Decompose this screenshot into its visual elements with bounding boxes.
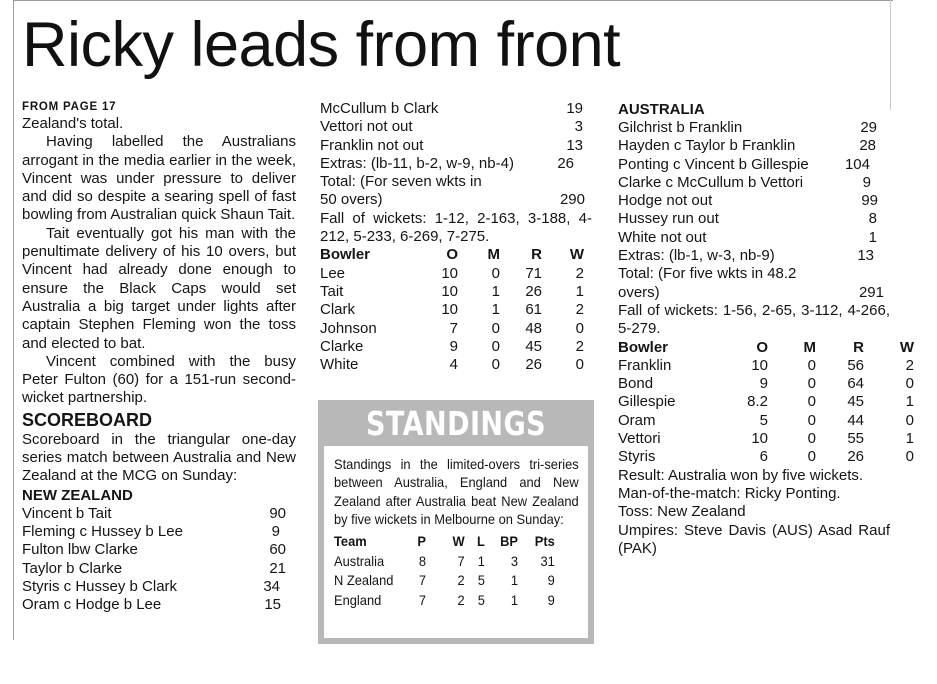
standings-value: 5 xyxy=(477,572,485,589)
batter-runs: 3 xyxy=(574,118,583,136)
bowling-figure: 7 xyxy=(449,319,458,337)
headline: Ricky leads from front xyxy=(22,10,621,80)
batter-name: Vincent b Tait xyxy=(22,504,112,522)
nz-total-label-2: 50 overs) xyxy=(320,191,383,209)
batter-name: Taylor b Clarke xyxy=(22,559,123,577)
bowler-name: Oram xyxy=(618,411,656,429)
standings-value: 1 xyxy=(510,591,518,608)
scoreboard-heading: SCOREBOARD xyxy=(22,409,153,430)
standings-value: W xyxy=(452,533,465,550)
batting-row xyxy=(320,100,592,118)
article-paragraph: Having labelled the Australians arrogant in the media earlier in the week, Vincent was under pressure to deliver and did so despite a searing spell of fast bowling from Australian quick Shaun Tait. xyxy=(22,133,296,224)
standings-table xyxy=(334,532,579,610)
batter-name: Vettori not out xyxy=(320,118,413,136)
standings-value: Pts xyxy=(534,533,555,550)
standings-value: 7 xyxy=(418,591,426,608)
standings-row xyxy=(334,591,579,611)
bowling-figure: 2 xyxy=(575,264,584,282)
bowling-figure: 0 xyxy=(807,375,816,393)
nz-batting-list-continued xyxy=(320,100,592,155)
right-column-rule xyxy=(890,0,891,110)
bowling-figure: 2 xyxy=(575,337,584,355)
batter-name: Franklin not out xyxy=(320,136,424,154)
bowling-figure: R xyxy=(531,246,542,264)
bowling-figure: W xyxy=(569,246,584,264)
aus-extras-row xyxy=(618,247,890,265)
batter-runs: 60 xyxy=(269,541,286,559)
bowling-figure: O xyxy=(446,246,458,264)
bowling-figure: 45 xyxy=(525,337,542,355)
bowling-figure: 55 xyxy=(847,430,864,448)
batting-row xyxy=(618,156,890,174)
bowling-figure: 0 xyxy=(491,356,500,374)
bowling-figure: 0 xyxy=(575,319,584,337)
bowling-figure: 64 xyxy=(847,375,864,393)
standings-value: 3 xyxy=(510,552,518,569)
bowling-figure: 1 xyxy=(491,301,500,319)
bowling-figure: 26 xyxy=(847,448,864,466)
bowling-figure: W xyxy=(899,338,914,356)
standings-value: 2 xyxy=(457,591,465,608)
aus-total-label-2: overs) xyxy=(618,283,660,301)
bowling-figure: 0 xyxy=(905,375,914,393)
batting-row xyxy=(618,229,890,247)
batter-runs: 9 xyxy=(862,173,871,191)
bowler-name: Styris xyxy=(618,448,656,466)
bowling-row xyxy=(618,356,914,375)
bowling-figure: 10 xyxy=(751,430,768,448)
batting-row xyxy=(320,137,592,155)
standings-value: P xyxy=(417,533,426,550)
bowling-figure: 2 xyxy=(905,356,914,374)
batting-row xyxy=(22,505,296,523)
bowling-figure: 0 xyxy=(807,356,816,374)
aus-extras-value: 13 xyxy=(857,247,874,265)
aus-bowling-table xyxy=(320,246,592,374)
batter-name: Fulton lbw Clarke xyxy=(22,541,138,559)
bowling-figure: 56 xyxy=(847,356,864,374)
batter-runs: 1 xyxy=(868,228,877,246)
bowling-figure: 5 xyxy=(759,411,768,429)
standings-value: 2 xyxy=(457,572,465,589)
bowler-name: Clarke xyxy=(320,337,364,355)
article-paragraph: Tait eventually got his man with the penultimate delivery of his 10 overs, but Vincent had already done enough to ensure the Black Caps would set Australia a big target under lights after captain Stephen Fleming won the toss and elected to bat. xyxy=(22,224,296,352)
standings-value: 1 xyxy=(510,572,518,589)
bowling-figure: 2 xyxy=(575,301,584,319)
standings-value: 31 xyxy=(540,552,555,569)
standings-value: L xyxy=(477,533,485,550)
aus-team-heading: AUSTRALIA xyxy=(618,101,705,118)
standings-value: 5 xyxy=(477,591,485,608)
man-of-the-match: Man-of-the-match: Ricky Ponting. xyxy=(618,484,841,502)
left-column-rule xyxy=(13,0,14,640)
nz-extras-label: Extras: (lb-11, b-2, w-9, nb-4) xyxy=(320,154,514,172)
bowling-figure: 10 xyxy=(441,301,458,319)
bowling-row xyxy=(618,393,914,411)
bowling-header-row xyxy=(618,338,914,357)
batter-name: Gilchrist b Franklin xyxy=(618,119,743,136)
nz-fall-of-wickets: Fall of wickets: 1-12, 2-163, 3-188, 4-212, 5-233, 6-269, 7-275. xyxy=(320,209,592,246)
standings-team: Team xyxy=(334,533,367,550)
standings-value: 8 xyxy=(418,552,426,569)
toss-result: Toss: New Zealand xyxy=(618,503,746,521)
match-result: Result: Australia won by five wickets. xyxy=(618,466,864,484)
bowling-figure: 0 xyxy=(807,430,816,448)
nz-extras-row xyxy=(320,155,592,173)
standings-value: 9 xyxy=(547,591,555,608)
batter-runs: 8 xyxy=(868,210,877,228)
batting-row xyxy=(22,541,296,559)
scoreboard-intro: Scoreboard in the triangular one-day series match between Australia and New Zealand at the MCG on Sunday: xyxy=(22,430,296,485)
standings-body xyxy=(324,446,588,638)
bowling-figure: 8.2 xyxy=(747,393,768,411)
bowling-row xyxy=(320,320,592,338)
scoreboard-column-2 xyxy=(320,100,592,374)
article-paragraph: Zealand's total. xyxy=(22,115,124,132)
standings-row xyxy=(334,571,579,591)
bowling-figure: 26 xyxy=(525,282,542,300)
bowling-figure: 61 xyxy=(525,301,542,319)
batter-runs: 19 xyxy=(566,100,583,117)
standings-team: Australia xyxy=(334,552,385,569)
bowling-figure: 6 xyxy=(759,448,768,466)
bowling-figure: 10 xyxy=(751,356,768,374)
nz-extras-value: 26 xyxy=(557,154,574,172)
bowler-name: Bowler xyxy=(618,338,669,356)
batter-runs: 28 xyxy=(859,137,876,155)
batting-row xyxy=(618,174,890,192)
scoreboard-column-3 xyxy=(618,100,914,558)
bowling-figure: 0 xyxy=(491,264,500,282)
nz-team-heading: NEW ZEALAND xyxy=(22,486,133,504)
article-paragraph: Vincent combined with the busy Peter Fulton (60) for a 151-run second-wicket partnership. xyxy=(22,352,296,407)
bowler-name: White xyxy=(320,356,359,374)
batter-name: Hussey run out xyxy=(618,210,719,228)
continued-from-label: FROM PAGE 17 xyxy=(22,101,117,113)
batting-row xyxy=(618,192,890,210)
bowling-figure: 45 xyxy=(847,393,864,411)
top-rule xyxy=(13,0,893,1)
batter-name: White not out xyxy=(618,228,707,246)
bowling-figure: 10 xyxy=(441,282,458,300)
batter-name: Oram c Hodge b Lee xyxy=(22,596,162,614)
batter-name: Styris c Hussey b Clark xyxy=(22,577,178,595)
bowling-figure: 26 xyxy=(525,356,542,374)
bowling-figure: 48 xyxy=(525,319,542,337)
bowling-row xyxy=(320,301,592,319)
batter-runs: 90 xyxy=(269,504,286,522)
bowler-name: Vettori xyxy=(618,430,661,448)
standings-value: 7 xyxy=(418,572,426,589)
bowling-figure: 0 xyxy=(905,448,914,466)
standings-title: STANDINGS xyxy=(365,404,546,443)
standings-text: Standings in the limited-overs tri-series between Australia, England and New Zealand after Australia beat New Zealand by five wickets in Melbourne on Sunday: xyxy=(334,456,579,527)
bowler-name: Johnson xyxy=(320,319,377,337)
bowling-row xyxy=(618,375,914,393)
bowling-row xyxy=(320,356,592,374)
bowling-figure: 0 xyxy=(491,337,500,355)
aus-total-value: 291 xyxy=(858,283,884,301)
bowling-figure: 0 xyxy=(807,393,816,411)
nz-batting-list xyxy=(22,505,296,615)
bowling-figure: M xyxy=(487,246,500,264)
standings-header-row xyxy=(334,532,579,552)
bowling-figure: R xyxy=(853,338,864,356)
bowling-figure: 1 xyxy=(575,282,584,300)
batting-row xyxy=(618,210,890,228)
bowling-figure: 9 xyxy=(449,337,458,355)
batter-runs: 104 xyxy=(844,155,870,173)
batting-row xyxy=(22,578,296,596)
bowling-row xyxy=(320,283,592,301)
nz-total-row xyxy=(320,191,592,209)
standings-value: 9 xyxy=(547,572,555,589)
aus-total-label: Total: (For five wkts in 48.2 xyxy=(618,265,797,283)
batter-name: Hayden c Taylor b Franklin xyxy=(618,137,796,155)
batter-name: McCullum b Clark xyxy=(320,100,439,117)
batter-name: Ponting c Vincent b Gillespie xyxy=(618,155,809,173)
bowling-figure: 1 xyxy=(905,430,914,448)
batter-runs: 99 xyxy=(861,192,878,210)
bowling-figure: 44 xyxy=(847,411,864,429)
bowling-row xyxy=(320,338,592,356)
batting-row xyxy=(618,137,890,155)
standings-value: BP xyxy=(500,533,518,550)
batting-row xyxy=(320,118,592,136)
bowling-figure: 0 xyxy=(807,411,816,429)
nz-total-value: 290 xyxy=(559,191,585,209)
batter-runs: 9 xyxy=(271,522,280,540)
standings-value: 7 xyxy=(457,552,465,569)
batting-row xyxy=(22,523,296,541)
bowling-figure: 0 xyxy=(807,448,816,466)
batter-runs: 15 xyxy=(264,596,281,614)
bowling-row xyxy=(320,265,592,283)
nz-bowling-table xyxy=(618,338,914,467)
bowling-row xyxy=(618,411,914,430)
batting-row xyxy=(22,596,296,614)
bowler-name: Tait xyxy=(320,282,344,300)
bowling-row xyxy=(618,430,914,448)
standings-team: N Zealand xyxy=(334,572,394,589)
standings-box xyxy=(318,400,594,644)
aus-extras-label: Extras: (lb-1, w-3, nb-9) xyxy=(618,247,775,265)
batting-row xyxy=(22,560,296,578)
bowling-header-row xyxy=(320,246,592,264)
aus-fall-of-wickets: Fall of wickets: 1-56, 2-65, 3-112, 4-266, 5-279. xyxy=(618,301,890,338)
bowler-name: Lee xyxy=(320,264,346,282)
standings-team: England xyxy=(334,591,382,608)
bowling-figure: 4 xyxy=(449,356,458,374)
batter-runs: 13 xyxy=(566,136,583,154)
batter-name: Fleming c Hussey b Lee xyxy=(22,522,183,540)
bowler-name: Franklin xyxy=(618,356,672,374)
bowling-figure: 1 xyxy=(905,393,914,411)
batting-row xyxy=(618,119,890,137)
bowling-figure: 0 xyxy=(905,411,914,429)
nz-total-label: Total: (For seven wkts in xyxy=(320,173,482,191)
aus-batting-list xyxy=(618,119,890,247)
bowler-name: Bond xyxy=(618,375,654,393)
aus-total-row xyxy=(618,284,890,302)
bowler-name: Bowler xyxy=(320,246,371,264)
umpires: Umpires: Steve Davis (AUS) Asad Rauf (PAK) xyxy=(618,521,890,557)
bowling-figure: 9 xyxy=(759,375,768,393)
batter-runs: 29 xyxy=(860,119,877,136)
bowling-row xyxy=(618,448,914,466)
bowling-figure: 0 xyxy=(575,356,584,374)
standings-value: 1 xyxy=(477,552,485,569)
bowler-name: Gillespie xyxy=(618,393,676,411)
bowling-figure: 10 xyxy=(441,264,458,282)
bowling-figure: 71 xyxy=(525,264,542,282)
batter-runs: 21 xyxy=(269,559,286,577)
bowling-figure: 0 xyxy=(491,319,500,337)
article-column xyxy=(22,100,296,614)
bowling-figure: M xyxy=(803,338,816,356)
standings-row xyxy=(334,552,579,572)
bowling-figure: 1 xyxy=(491,282,500,300)
bowler-name: Clark xyxy=(320,301,356,319)
batter-name: Clarke c McCullum b Vettori xyxy=(618,173,804,191)
batter-name: Hodge not out xyxy=(618,192,713,210)
bowling-figure: O xyxy=(756,338,768,356)
batter-runs: 34 xyxy=(263,577,280,595)
